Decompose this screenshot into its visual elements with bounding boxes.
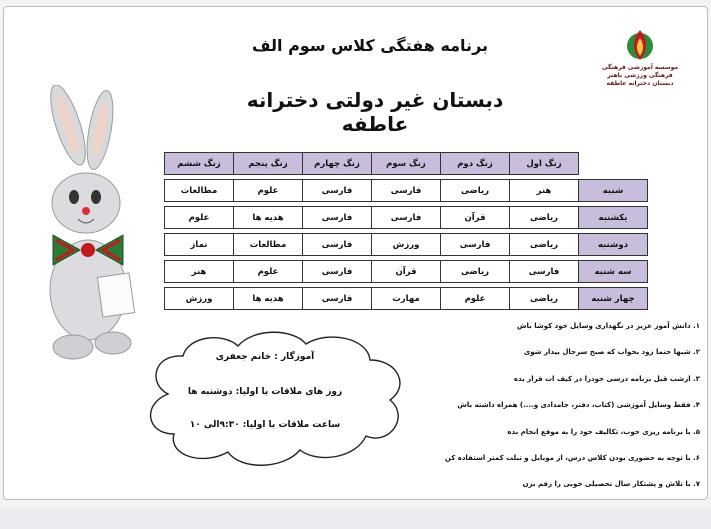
teacher-name: آموزگار : خانم جعفری [215,352,315,362]
corner-cell [579,153,648,175]
rules-list [444,320,700,505]
school-name: دبستان غیر دولتی دخترانه عاطفه [246,88,504,136]
list-item: ۷. با تلاش و پشتکار سال تحصیلی خوبی را رقم بزن [522,480,700,489]
flame-logo-icon [626,28,654,64]
table-cell: مهارت [372,288,441,310]
list-item: ۳. ازشب قبل برنامه درسی خودرا در کیف ات قرار بده [513,374,700,383]
day-cell: سه شنبه [579,261,648,283]
column-header: زنگ دوم [441,153,510,175]
table-cell: فارسی [372,180,441,202]
table-cell: ریاضی [441,261,510,283]
table-row [165,207,648,229]
table-cell: علوم [165,207,234,229]
table-cell: هنر [165,261,234,283]
header-row [165,153,648,175]
table-row [165,288,648,310]
column-header: زنگ اول [510,153,579,175]
table-cell: فارسی [303,288,372,310]
column-header: زنگ سوم [372,153,441,175]
list-item: ۵. با برنامه ریزی خوب، تکالیف خود را به موقع انجام بده [507,427,700,436]
page-title: برنامه هفتگی کلاس سوم الف [251,36,489,55]
table-cell: ریاضی [510,288,579,310]
table-cell: مطالعات [165,180,234,202]
bottom-strip [0,508,711,529]
table-row [165,180,648,202]
table-cell: هنر [510,180,579,202]
table-cell: قرآن [372,261,441,283]
list-item: ۲. شبها حتما زود بخواب که صبح سرحال بیدار شوی [523,348,700,357]
table-cell: فارسی [303,261,372,283]
day-cell: یکشنبه [579,207,648,229]
table-cell: هدیه ها [234,288,303,310]
list-item: ۶. با توجه به حضوری بودن کلاس درس، از موبایل و تبلت کمتر استفاده کن [444,453,700,462]
table-row [165,234,648,256]
meeting-time: ساعت ملاقات با اولیا: ۹:۳۰الی ۱۰ [189,420,341,430]
table-cell: فارسی [303,207,372,229]
column-header: زنگ ششم [165,153,234,175]
table-cell: فارسی [372,207,441,229]
logo-line-1: موسسه آموزشی فرهنگی [601,64,679,71]
table-cell: هدیه ها [234,207,303,229]
meeting-days: روز های ملاقات با اولیا: دوشنبه ها [187,387,343,397]
logo-line-3: دبستان دخترانه عاطفه [606,80,674,87]
list-item: ۱. دانش آموز عزیز در نگهداری وسایل خود کوشا باش [516,322,700,330]
table-cell: فارسی [303,180,372,202]
table-cell: علوم [234,180,303,202]
table-cell: ریاضی [510,234,579,256]
table-cell: قرآن [441,207,510,229]
table-cell: ریاضی [441,180,510,202]
table-cell: فارسی [303,234,372,256]
column-header: زنگ پنجم [234,153,303,175]
school-logo [600,28,680,118]
day-cell: شنبه [579,180,648,202]
table-cell: ورزش [372,234,441,256]
table-cell: فارسی [441,234,510,256]
table-cell: علوم [441,288,510,310]
teacher-info-cloud [128,324,428,474]
table-cell: علوم [234,261,303,283]
list-item: ۴. فقط وسایل آموزشی (کتاب، دفتر، جامدادی و....) همراه داشته باش [457,401,700,410]
day-cell: دوشنبه [579,234,648,256]
table-cell: مطالعات [234,234,303,256]
weekly-schedule-table [164,152,648,310]
table-row [165,261,648,283]
table-cell: ریاضی [510,207,579,229]
table-cell: فارسی [510,261,579,283]
table-cell: ورزش [165,288,234,310]
day-cell: چهار شنبه [579,288,648,310]
table-cell: نماز [165,234,234,256]
column-header: زنگ چهارم [303,153,372,175]
logo-line-2: فرهنگی ورزشی باهنر [607,72,673,79]
